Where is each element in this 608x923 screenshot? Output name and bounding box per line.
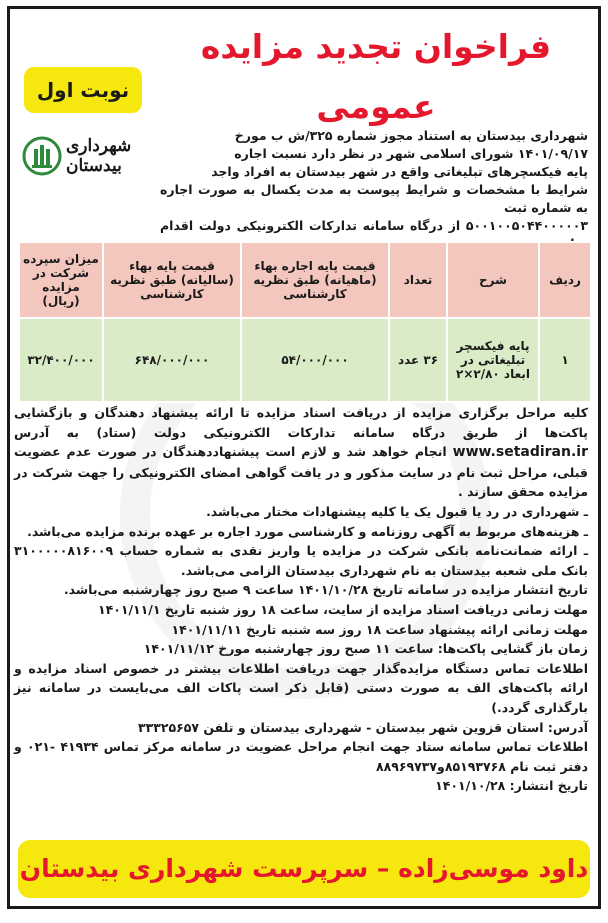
- col-header-monthly-price: قیمت پایه اجاره بهاء (ماهیانه) طبق نظریه کارشناسی: [241, 242, 389, 318]
- page-title: فراخوان تجدید مزایده عمومی: [200, 27, 552, 126]
- procedure-paragraph: [14, 403, 588, 502]
- emblem-icon: [22, 133, 62, 179]
- cell-row-number: ۱: [539, 318, 591, 402]
- table-header-row: [19, 242, 591, 318]
- intro-line: ۵۰۰۱۰۰۵۰۴۴۰۰۰۰۰۳ از درگاه سامانه تدارکات الکترونیکی دولت اقدام: [160, 218, 588, 233]
- col-header-quantity: تعداد: [389, 242, 447, 318]
- procedure-text-end: انجام خواهد شد و لازم است پیشنهاددهندگان در صورت عدم عضویت قبلی، مراحل ثبت نام در سایت مذکور و در یافت گواهی امضای الکترونیکی را جهت شرکت در مزایده محقق سازند .: [14, 444, 588, 500]
- date-publish: تاریخ انتشار مزایده در سامانه تاریخ ۱۴۰۱/۱۰/۲۸ ساعت ۹ صبح روز چهارشنبه می‌باشد.: [63, 582, 588, 598]
- auction-table: [18, 241, 592, 403]
- col-header-description: شرح: [447, 242, 539, 318]
- website-link[interactable]: www.setadiran.ir: [452, 444, 588, 461]
- intro-line: شهرداری بیدستان به استناد مجوز شماره ۳۲۵/ش ب مورخ: [234, 128, 588, 143]
- logo-text: شهرداری بیدستان: [66, 136, 132, 176]
- cell-yearly-price: ۶۴۸/۰۰۰/۰۰۰: [103, 318, 241, 402]
- municipality-logo: [22, 127, 158, 185]
- intro-paragraph: [160, 127, 588, 253]
- date-documents-deadline: مهلت زمانی دریافت اسناد مزایده از سایت، ساعت ۱۸ روز شنبه تاریخ ۱۴۰۱/۱۱/۱: [97, 601, 588, 617]
- col-header-deposit: میزان سپرده شرکت در مزایده (ریال): [19, 242, 103, 318]
- intro-line: ۱۴۰۱/۰۹/۱۷ شورای اسلامی شهر در نظر دارد نسبت اجاره: [234, 146, 588, 161]
- address-info: آدرس: استان قزوین شهر بیدستان - شهرداری بیدستان و تلفن ۳۳۳۲۵۶۵۷: [138, 719, 588, 735]
- publication-date: تاریخ انتشار: ۱۴۰۱/۱۰/۲۸: [435, 778, 588, 794]
- intro-line: پایه فیکسچرهای تبلیغاتی واقع در شهر بیدستان به افراد واجد: [211, 164, 588, 179]
- procedure-text-start: کلیه مراحل برگزاری مزایده از دریافت اسناد مزایده تا ارائه پیشنهاد دهندگان و بازگشایی پاکت‌ها از طریق درگاه سامانه تدارکات الکترونیکی دولت (ستاد) به آدرس: [14, 405, 588, 440]
- round-badge: نوبت اول: [24, 67, 142, 113]
- intro-line: شرایط با مشخصات و شرایط پیوست به مدت یکسال به صورت اجاره به شماره ثبت: [160, 182, 588, 215]
- condition-item: ـ ارائه ضمانت‌نامه بانکی شرکت در مزایده یا واریز نقدی به شماره حساب ۳۱۰۰۰۰۰۸۱۶۰۰۹ بانک ملی شعبه بیدستان به نام شهرداری بیدستان الزامی می‌باشد.: [14, 543, 588, 578]
- cell-description: پایه فیکسچر تبلیغاتی در ابعاد ۲/۸۰×۲: [447, 318, 539, 402]
- condition-item: ـ شهرداری در رد یا قبول یک یا کلیه پیشنهادات مختار می‌باشد.: [206, 503, 588, 519]
- cell-deposit: ۳۲/۴۰۰/۰۰۰: [19, 318, 103, 402]
- date-opening: زمان باز گشایی پاکت‌ها: ساعت ۱۱ صبح روز چهارشنبه مورخ ۱۴۰۱/۱۱/۱۲: [143, 641, 588, 657]
- col-header-row-number: ردیف: [539, 242, 591, 318]
- cell-monthly-price: ۵۴/۰۰۰/۰۰۰: [241, 318, 389, 402]
- contact-info: اطلاعات تماس دستگاه مزایده‌گذار جهت دریافت اطلاعات بیشتر در خصوص اسناد مزایده و ارائه پاکت‌های الف به صورت دستی (قابل ذکر است پاکات الف می‌بایست در سامانه نیز بارگذاری گردد.): [14, 660, 588, 715]
- setad-contact-info: اطلاعات تماس سامانه ستاد جهت انجام مراحل عضویت در سامانه مرکز تماس ۴۱۹۳۴ -۰۲۱ و دفتر ثبت نام ۸۵۱۹۳۷۶۸و۸۸۹۶۹۷۳۷: [14, 739, 588, 774]
- notice-frame: [7, 6, 601, 909]
- date-offer-deadline: مهلت زمانی ارائه پیشنهاد ساعت ۱۸ روز سه شنبه تاریخ ۱۴۰۱/۱۱/۱۱: [171, 621, 588, 637]
- signature-banner: داود موسی‌زاده – سرپرست شهرداری بیدستان: [18, 840, 590, 898]
- col-header-yearly-price: قیمت پایه بهاء (سالیانه) طبق نظریه کارشناسی: [103, 242, 241, 318]
- condition-item: ـ هزینه‌های مربوط به آگهی روزنامه و کارشناسی مورد اجاره بر عهده برنده مزایده می‌باشد.: [27, 523, 588, 539]
- cell-quantity: ۳۶ عدد: [389, 318, 447, 402]
- table-row: [19, 318, 591, 402]
- conditions-text: [14, 403, 588, 796]
